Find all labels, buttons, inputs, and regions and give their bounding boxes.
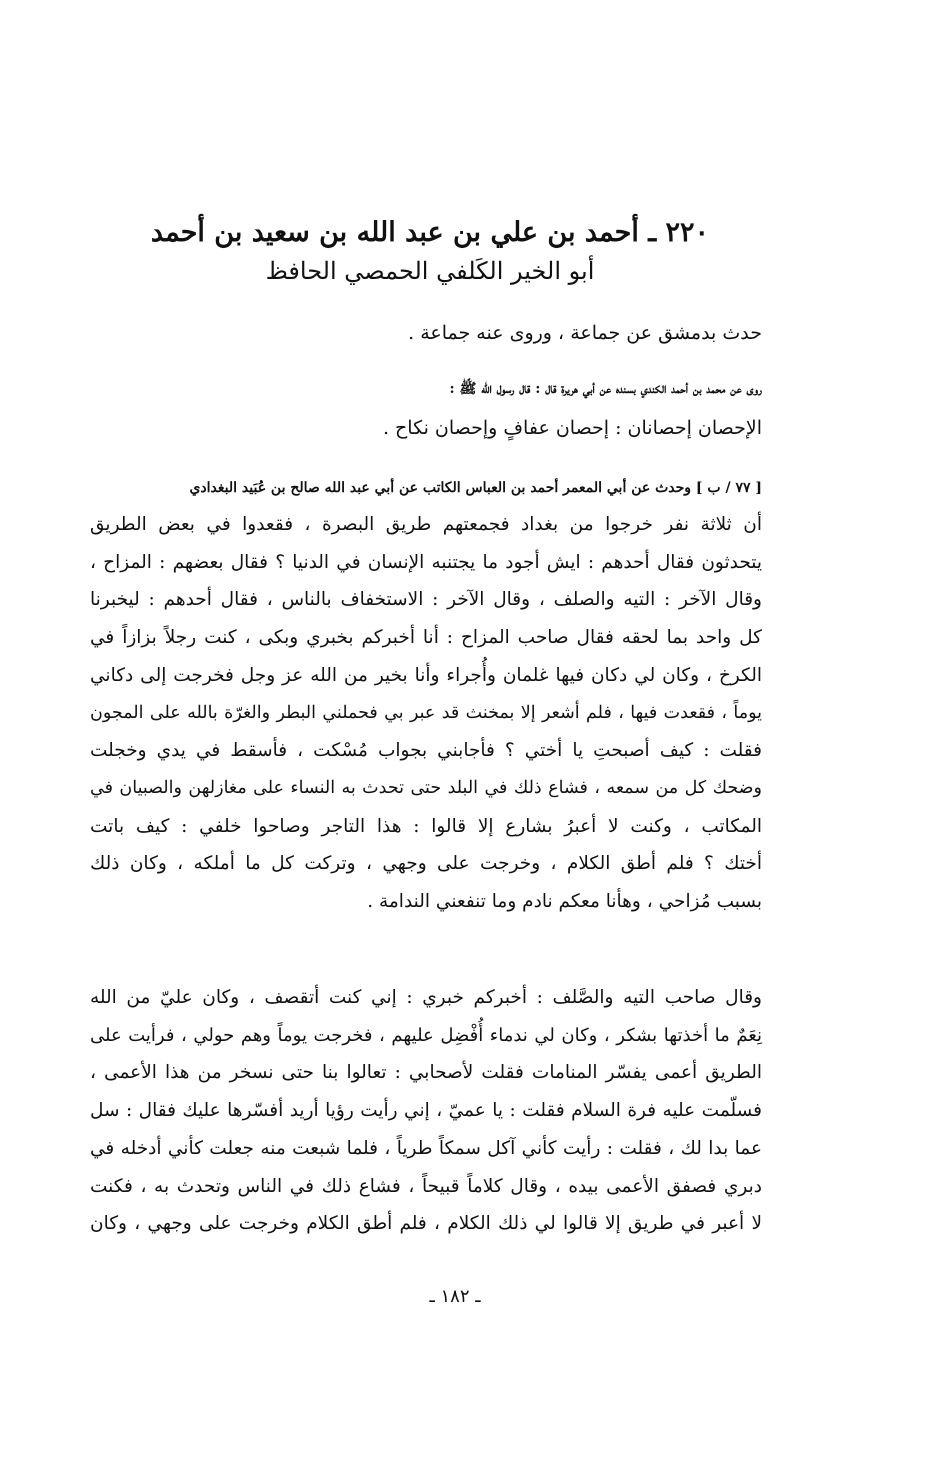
entry-title: ٢٢٠ ـ أحمد بن علي بن عبد الله بن سعيد بن أحمد (150, 217, 710, 248)
text-line: يتحدثون فقال أحدهم : ايش أجود ما يجتنبه الإنسان في الدنيا ؟ فقال بعضهم : المزاح ، (90, 551, 762, 573)
text-line: نِعَمٌ ما أخذتها بشكر ، وكان لي ندماء أُفْضِل عليهم ، فخرجت يوماً وهم حولي ، فرأيت على (90, 1024, 762, 1046)
text-line: بسبب مُزاحي ، وهأنا معكم نادم وما تنفعني الندامة . (367, 891, 762, 913)
page-number: ـ ١٨٢ ـ (429, 1286, 481, 1307)
story1-paragraph (90, 506, 762, 921)
text-line: المكاتب ، وكنت لا أعبرُ بشارع إلا قالوا : هذا التاجر وصاحوا خلفي : كيف باتت (90, 815, 762, 837)
text-line: فقلت : كيف أصبحتِ يا أختي ؟ فأجابني بجواب مُسْكت ، فأسقط في يدي وخجلت (90, 740, 762, 762)
text-line: وقال صاحب التيه والصَّلف : أخبركم خبري : إني كنت أتقصف ، وكان عليّ من الله (90, 987, 762, 1008)
text-line: فسلّمت عليه فرة السلام فقلت : يا عميّ ، إني رأيت رؤيا أريد أفسّرها عليك فقال : سل (90, 1100, 762, 1122)
entry-subtitle: أبو الخير الكَلفي الحمصي الحافظ (265, 257, 595, 285)
text-line: الكرخ ، وكان لي دكان فيها غلمان وأُجراء وأنا بخير من الله عز وجل فخرجت إلى دكاني (90, 664, 762, 686)
text-line: أختك ؟ فلم أطق الكلام ، وخرجت على وجهي ، وتركت كل ما أملكه ، وكان ذلك (90, 853, 762, 875)
hadith-isnad: روى عن محمد بن أحمد الكندي بسنده عن أبي هريرة قال : قال رسول الله ﷺ : (449, 381, 762, 397)
text-line: عما بدا لك ، فقلت : رأيت كأني آكل سمكاً طرياً ، فلما شبعت منه جعلت كأني أدخله في (90, 1137, 762, 1159)
text-line: الطريق أعمى يفسّر المنامات فقلت لأصحابي : تعالوا بنا حتى نسخر من هذا الأعمى ، (90, 1062, 762, 1084)
intro-line: حدث بدمشق عن جماعة ، وروى عنه جماعة . (408, 322, 762, 344)
text-line: لا أعبر في طريق إلا قالوا لي ذلك الكلام ، فلم أطق الكلام وخرجت على وجهي ، وكان (90, 1213, 762, 1235)
text-line: وضحك كل من سمعه ، فشاع ذلك في البلد حتى تحدث به النساء على مغازلهن والصبيان في (90, 777, 762, 798)
text-line: وقال الآخر : التيه والصلف ، وقال الآخر : الاستخفاف بالناس ، فقال أحدهم : ليخبرنا (90, 589, 762, 611)
text-line: يوماً ، فقعدت فيها ، فلم أشعر إلا بمخنث قد عبر بي فحملني البطر والغرّة بالله على المجون (90, 702, 762, 723)
hadith-matn: الإحصان إحصانان : إحصان عفافٍ وإحصان نكاح . (382, 417, 762, 439)
story2-paragraph (90, 979, 762, 1243)
text-line: دبري فصفق الأعمى بيده ، وقال كلاماً قبيحاً ، فشاع ذلك في الناس وتحدث به ، فكنت (90, 1175, 762, 1197)
text-line: كل واحد بما لحقه فقال صاحب المزاح : أنا أخبركم بخبري وبكى ، كنت رجلاً بزازاً في (90, 627, 762, 649)
story1-isnad: [ ٧٧ / ب ] وحدث عن أبي المعمر أحمد بن العباس الكاتب عن أبي عبد الله صالح بن عُبَيد البغدادي (189, 480, 762, 496)
text-line: أن ثلاثة نفر خرجوا من بغداد فجمعتهم طريق البصرة ، فقعدوا في بعض الطريق (90, 514, 762, 535)
biography-heading (150, 213, 710, 289)
